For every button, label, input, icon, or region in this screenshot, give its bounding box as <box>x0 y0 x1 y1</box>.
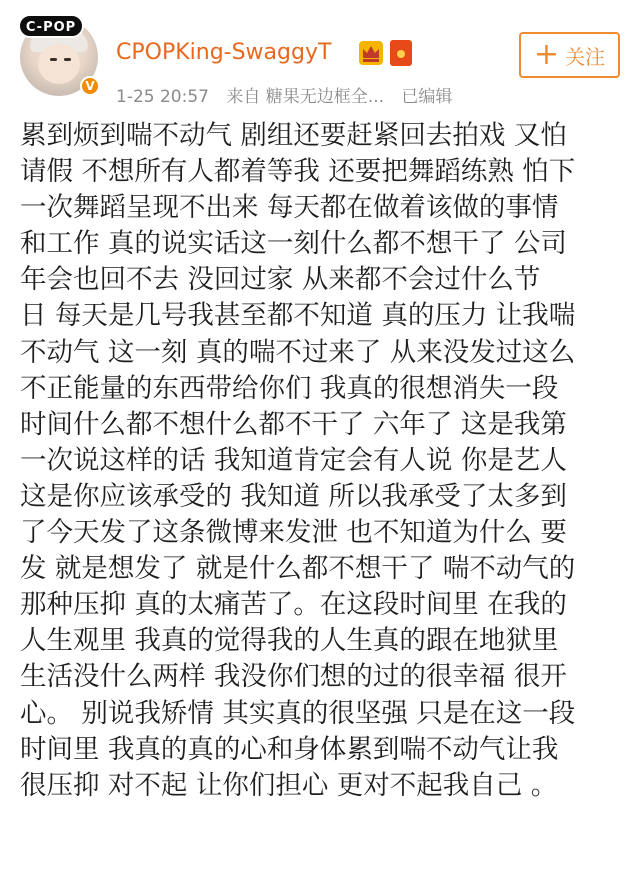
post-text-line: 时间什么都不想什么都不干了 六年了 这是我第 <box>20 408 567 440</box>
avatar-eye-right <box>64 58 71 61</box>
post-text-line: 心。 别说我矫情 其实真的很坚强 只是在这一段 <box>20 697 576 729</box>
username[interactable]: CPOPKing-SwaggyT <box>116 40 332 65</box>
post-text-line: 那种压抑 真的太痛苦了。在这段时间里 在我的 <box>20 589 567 621</box>
post-text-line: 人生观里 我真的觉得我的人生真的跟在地狱里 <box>20 625 559 657</box>
post-header <box>0 0 640 118</box>
post-text-line: 很压抑 对不起 让你们担心 更对不起我自己 。 <box>20 769 558 801</box>
post-text-line: 累到烦到喘不动气 剧组还要赶紧回去拍戏 又怕 <box>20 120 567 151</box>
post-text-line: 时间里 我真的真的心和身体累到喘不动气让我 <box>20 733 559 765</box>
post-text <box>20 118 632 804</box>
cpop-badge-logo: C-POP <box>18 14 84 38</box>
verified-icon: V <box>80 76 100 96</box>
post-text-line: 日 每天是几号我甚至都不知道 真的压力 让我喘 <box>20 300 576 332</box>
post-meta <box>116 82 464 107</box>
post-text-line: 不动气 这一刻 真的喘不过来了 从来没发过这么 <box>20 336 576 368</box>
post-text-line: 发 就是想发了 就是什么都不想干了 喘不动气的 <box>20 553 576 585</box>
post-text-line: 和工作 真的说实话这一刻什么都不想干了 公司 <box>20 228 567 260</box>
follow-button[interactable] <box>519 32 620 78</box>
post-text-line: 一次舞蹈呈现不出来 每天都在做着该做的事情 <box>20 192 559 224</box>
post-text-line: 一次说这样的话 我知道肯定会有人说 你是艺人 <box>20 444 567 476</box>
follow-label: 关注 <box>565 44 606 69</box>
avatar-eye-left <box>50 58 57 61</box>
post-text-line: 年会也回不去 没回过家 从来都不会过什么节 <box>20 264 541 296</box>
post-text-line: 生活没什么两样 我没你们想的过的很幸福 很开 <box>20 661 567 693</box>
edited-label[interactable]: 已编辑 <box>401 87 453 107</box>
crown-icon[interactable] <box>358 40 384 66</box>
post-source[interactable]: 来自 糖果无边框全... <box>226 87 385 107</box>
avatar-face <box>38 44 80 84</box>
red-envelope-icon[interactable] <box>390 40 412 66</box>
plus-icon: + <box>533 37 560 72</box>
avatar[interactable] <box>20 18 98 96</box>
post-text-line: 这是你应该承受的 我知道 所以我承受了太多到 <box>20 480 567 512</box>
post-text-line: 请假 不想所有人都着等我 还要把舞蹈练熟 怕下 <box>20 156 576 188</box>
post-timestamp: 1-25 20:57 <box>116 87 209 107</box>
post-text-line: 不正能量的东西带给你们 我真的很想消失一段 <box>20 372 559 404</box>
post-text-line: 了今天发了这条微博来发泄 也不知道为什么 要 <box>20 517 567 549</box>
